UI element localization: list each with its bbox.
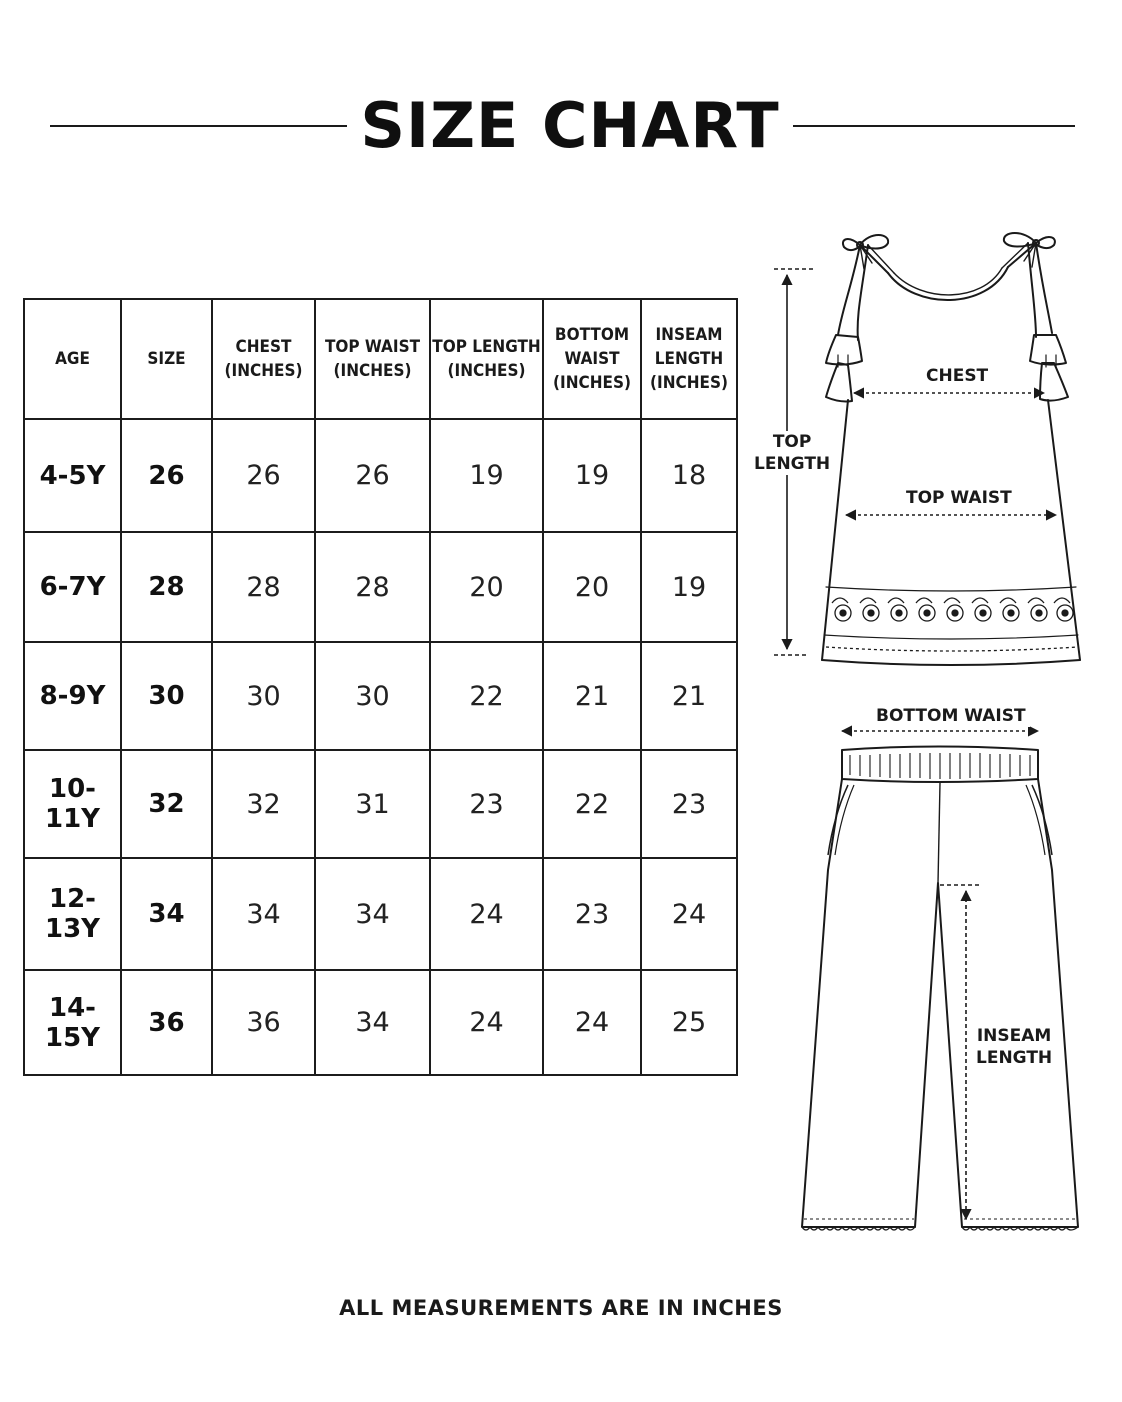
top-length-label-line2: LENGTH: [754, 454, 831, 474]
bottom-waist-cell: 23: [543, 858, 641, 970]
header-top-length-line: TOP LENGTH: [432, 337, 541, 357]
header-top-length: [430, 299, 543, 419]
table-row: [24, 532, 737, 642]
header-top-length-unit: (INCHES): [447, 361, 526, 381]
top-waist-label: TOP WAIST: [902, 487, 1016, 509]
inseam-length-cell: 19: [641, 532, 737, 642]
size-cell: 26: [121, 419, 212, 532]
table-row: [24, 642, 737, 750]
inseam-length-label-line1: INSEAM: [976, 1026, 1052, 1046]
size-cell: 30: [121, 642, 212, 750]
title-divider-left: [50, 125, 347, 127]
header-size: [121, 299, 212, 419]
header-bottom-waist-line1: BOTTOM: [554, 325, 630, 345]
top-length-cell: 24: [430, 858, 543, 970]
chest-label: CHEST: [922, 365, 992, 387]
footer-note: ALL MEASUREMENTS ARE IN INCHES: [339, 1296, 783, 1320]
top-waist-cell: 34: [315, 970, 430, 1075]
size-cell: 34: [121, 858, 212, 970]
header-age: [24, 299, 121, 419]
header-inseam-length-line2: LENGTH: [654, 349, 724, 369]
top-waist-cell: 34: [315, 858, 430, 970]
inseam-length-cell: 21: [641, 642, 737, 750]
bottom-waist-cell: 19: [543, 419, 641, 532]
page-title: SIZE CHART: [360, 89, 780, 162]
age-cell: 14-15Y: [24, 970, 121, 1075]
size-table: [23, 298, 738, 1076]
bottom-waist-cell: 24: [543, 970, 641, 1075]
header-chest: [212, 299, 315, 419]
size-cell: 28: [121, 532, 212, 642]
header-top-waist-line: TOP WAIST: [324, 337, 421, 357]
age-cell: 10-11Y: [24, 750, 121, 858]
top-waist-cell: 30: [315, 642, 430, 750]
embroidery-border-icon: [826, 598, 1078, 651]
top-waist-cell: 26: [315, 419, 430, 532]
header-chest-unit: (INCHES): [224, 361, 303, 381]
header-inseam-length: [641, 299, 737, 419]
top-length-cell: 23: [430, 750, 543, 858]
bottom-waist-cell: 20: [543, 532, 641, 642]
inseam-length-cell: 25: [641, 970, 737, 1075]
top-length-cell: 19: [430, 419, 543, 532]
top-waist-cell: 28: [315, 532, 430, 642]
header-inseam-length-unit: (INCHES): [650, 373, 728, 393]
bottom-waist-cell: 21: [543, 642, 641, 750]
pants-icon: [802, 747, 1078, 1231]
top-length-label-line1: TOP: [772, 432, 812, 452]
header-inseam-length-line1: INSEAM: [655, 325, 723, 345]
chest-cell: 34: [212, 858, 315, 970]
table-row: [24, 858, 737, 970]
chest-cell: 30: [212, 642, 315, 750]
age-cell: 4-5Y: [24, 419, 121, 532]
header-top-waist-unit: (INCHES): [333, 361, 412, 381]
chest-cell: 28: [212, 532, 315, 642]
inseam-length-cell: 18: [641, 419, 737, 532]
age-cell: 12-13Y: [24, 858, 121, 970]
top-length-label: [754, 431, 830, 475]
chest-cell: 26: [212, 419, 315, 532]
inseam-length-label-line2: LENGTH: [976, 1048, 1053, 1068]
inseam-length-cell: 23: [641, 750, 737, 858]
top-length-cell: 24: [430, 970, 543, 1075]
header-chest-line: CHEST: [235, 337, 292, 357]
bottom-waist-cell: 22: [543, 750, 641, 858]
header-bottom-waist-unit: (INCHES): [553, 373, 631, 393]
title-row: [0, 88, 1122, 164]
header-bottom-waist: [543, 299, 641, 419]
table-row: [24, 970, 737, 1075]
size-cell: 32: [121, 750, 212, 858]
age-cell: 8-9Y: [24, 642, 121, 750]
age-cell: 6-7Y: [24, 532, 121, 642]
top-waist-cell: 31: [315, 750, 430, 858]
header-size-line: SIZE: [147, 349, 186, 369]
garment-diagram: [740, 215, 1122, 1255]
inseam-length-cell: 24: [641, 858, 737, 970]
table-row: [24, 419, 737, 532]
header-age-line: AGE: [55, 349, 90, 369]
inseam-length-label: [976, 1025, 1052, 1069]
top-length-cell: 22: [430, 642, 543, 750]
top-length-cell: 20: [430, 532, 543, 642]
header-row: [24, 299, 737, 419]
bottom-waist-label: BOTTOM WAIST: [872, 705, 1030, 727]
size-cell: 36: [121, 970, 212, 1075]
chest-cell: 32: [212, 750, 315, 858]
header-bottom-waist-line2: WAIST: [564, 349, 620, 369]
chest-cell: 36: [212, 970, 315, 1075]
header-top-waist: [315, 299, 430, 419]
title-divider-right: [793, 125, 1075, 127]
table-row: [24, 750, 737, 858]
